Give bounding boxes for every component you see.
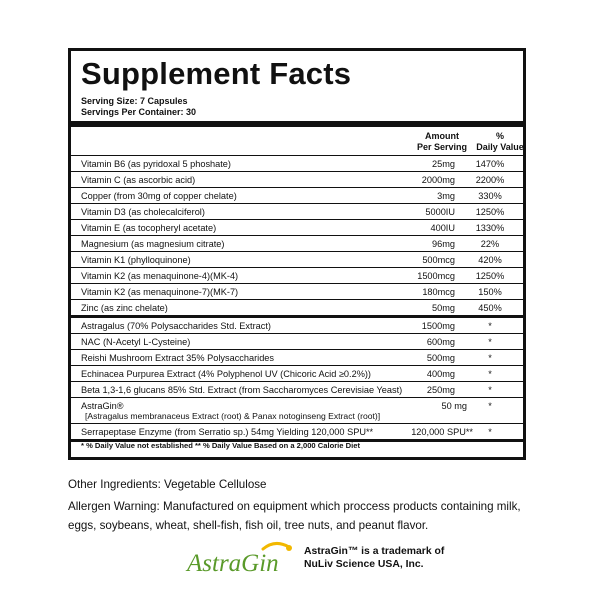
nutrient-name: Vitamin K2 (as menaquinone-7)(MK-7) — [81, 287, 239, 297]
nutrient-amount: 5000IU — [425, 207, 455, 217]
astragin-row — [71, 398, 523, 424]
astragin-logo — [185, 541, 295, 577]
ingredient-dv: * — [488, 353, 492, 363]
serving-info — [81, 96, 196, 118]
nutrient-dv: 22% — [480, 239, 500, 249]
nutrient-dv: 330% — [478, 191, 502, 201]
nutrient-dv: 1250% — [475, 271, 505, 281]
amount-header-line1: Amount — [425, 131, 459, 141]
dv-header-line1: % — [495, 131, 504, 141]
nutrient-name: Vitamin K1 (phylloquinone) — [81, 255, 191, 265]
ingredient-dv: * — [488, 427, 492, 437]
ingredient-amount: 500mg — [426, 353, 455, 363]
ingredient-name: Serrapeptase Enzyme (from Serratio sp.) 54mg Yielding 120,000 SPU** — [81, 427, 374, 437]
nutrient-amount: 3mg — [437, 191, 455, 201]
ingredient-name: NAC (N-Acetyl L-Cysteine) — [81, 337, 191, 347]
logo-wordmark: AstraGin — [187, 550, 279, 577]
ingredient-dv: * — [488, 321, 492, 331]
ingredient-dv: * — [488, 337, 492, 347]
panel-title: Supplement Facts — [81, 56, 352, 91]
ingredient-name: AstraGin® — [81, 401, 124, 411]
nutrient-dv: 420% — [478, 255, 502, 265]
trademark-line2: NuLiv Science USA, Inc. — [304, 559, 424, 570]
ingredient-amount: 250mg — [426, 385, 455, 395]
nutrient-name: Magnesium (as magnesium citrate) — [81, 239, 225, 249]
amount-column-header — [413, 131, 471, 153]
nutrient-name: Vitamin B6 (as pyridoxal 5 phoshate) — [81, 159, 231, 169]
trademark-notice — [304, 545, 444, 571]
nutrient-amount: 1500mcg — [417, 271, 455, 281]
nutrient-rows — [71, 156, 523, 442]
nutrient-dv: 150% — [478, 287, 502, 297]
ingredient-name: Beta 1,3-1,6 glucans 85% Std. Extract (from Saccharomyces Cerevisiae Yeast) — [81, 385, 403, 395]
supplement-facts-panel — [68, 48, 526, 460]
ingredient-amount: 120,000 SPU** — [411, 427, 473, 437]
nutrient-name: Vitamin K2 (as menaquinone-4)(MK-4) — [81, 271, 239, 281]
serrapeptase-row — [71, 424, 523, 442]
ingredient-dv: * — [488, 385, 492, 395]
ingredient-amount: 1500mg — [421, 321, 455, 331]
nutrient-dv: 450% — [478, 303, 502, 313]
ingredient-name: Reishi Mushroom Extract 35% Polysaccharides — [81, 353, 275, 363]
nutrient-amount: 25mg — [432, 159, 455, 169]
nutrient-dv: 2200% — [475, 175, 505, 185]
nutrient-amount: 500mcg — [422, 255, 455, 265]
ingredient-dv: * — [488, 401, 492, 411]
nutrient-amount: 50mg — [432, 303, 455, 313]
nutrient-amount: 96mg — [432, 239, 455, 249]
nutrient-name: Zinc (as zinc chelate) — [81, 303, 168, 313]
nutrient-dv: 1250% — [475, 207, 505, 217]
servings-per-container: Servings Per Container: 30 — [81, 107, 197, 117]
ingredient-amount: 400mg — [426, 369, 455, 379]
ingredient-name: Astragalus (70% Polysaccharides Std. Extract) — [81, 321, 271, 331]
ingredient-dv: * — [488, 369, 492, 379]
nutrient-name: Copper (from 30mg of copper chelate) — [81, 191, 237, 201]
other-ingredients: Other Ingredients: Vegetable Cellulose — [68, 478, 267, 491]
allergen-warning: Allergen Warning: Manufactured on equipment which proccess products containing milk, eggs, soybeans, wheat, shell-fish, fish oil, tree nuts, and peanut flavor. — [68, 500, 521, 532]
amount-header-line2: Per Serving — [416, 142, 468, 152]
nutrient-name: Vitamin E (as tocopheryl acetate) — [81, 223, 217, 233]
nutrient-name: Vitamin C (as ascorbic acid) — [81, 175, 196, 185]
nutrient-amount: 400IU — [430, 223, 455, 233]
serving-size: Serving Size: 7 Capsules — [81, 96, 188, 106]
nutrient-dv: 1330% — [475, 223, 505, 233]
ingredient-subtext: [Astragalus membranaceus Extract (root) & Panax notoginseng Extract (root)] — [85, 411, 381, 421]
panel-footnote: * % Daily Value not established ** % Daily Value Based on a 2,000 Calorie Diet — [81, 441, 360, 450]
daily-value-column-header — [476, 131, 524, 153]
ingredient-name: Echinacea Purpurea Extract (4% Polyphenol UV (Chicoric Acid ≥0.2%)) — [81, 369, 371, 379]
nutrient-dv: 1470% — [475, 159, 505, 169]
ingredient-amount: 50 mg — [441, 401, 467, 411]
dv-header-line2: Daily Value — [476, 142, 524, 152]
trademark-line1: AstraGin™ is a trademark of — [304, 546, 445, 557]
thick-divider — [71, 121, 523, 127]
nutrient-amount: 2000mg — [421, 175, 455, 185]
nutrient-name: Vitamin D3 (as cholecalciferol) — [81, 207, 205, 217]
nutrient-amount: 180mcg — [422, 287, 455, 297]
ingredient-amount: 600mg — [426, 337, 455, 347]
